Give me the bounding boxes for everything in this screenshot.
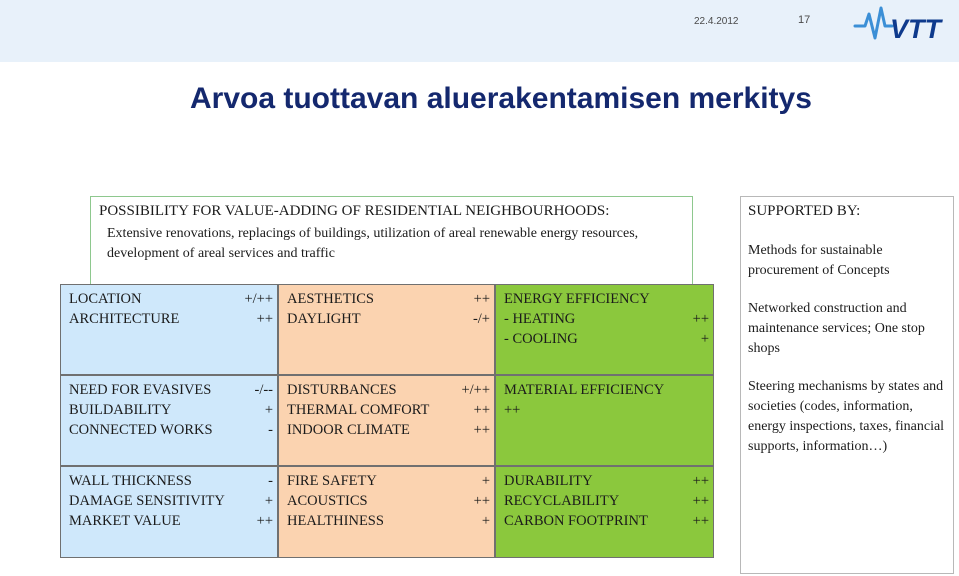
grid-cell-rating: ++ (256, 311, 273, 327)
grid-cell (60, 375, 278, 466)
grid-cell-label: AESTHETICS (287, 291, 374, 307)
supported-by-box (740, 196, 954, 574)
grid-cell (495, 284, 714, 375)
grid-cell-label: DURABILITY (504, 473, 593, 489)
grid-cell-label: DISTURBANCES (287, 382, 397, 398)
grid-cell-label: DAMAGE SENSITIVITY (69, 493, 225, 509)
grid-cell-label: MARKET VALUE (69, 513, 181, 529)
grid-cell-rating: ++ (473, 493, 490, 509)
page-title: Arvoa tuottavan aluerakentamisen merkitys (190, 82, 812, 115)
grid-cell (60, 466, 278, 558)
grid-cell (495, 466, 714, 558)
grid-cell-rating: + (264, 493, 273, 509)
grid-cell-rating: + (481, 473, 490, 489)
header-date: 22.4.2012 (694, 16, 739, 27)
grid-cell-label: FIRE SAFETY (287, 473, 377, 489)
grid-cell (495, 375, 714, 466)
grid-cell-rating: +/++ (461, 382, 490, 398)
grid-cell-rating: ++ (256, 513, 273, 529)
supported-by-heading: SUPPORTED BY: (748, 203, 861, 219)
vtt-logo (852, 4, 946, 44)
grid-cell-rating: - (268, 422, 273, 438)
grid-cell-label: NEED FOR EVASIVES (69, 382, 212, 398)
header-bar (0, 0, 959, 62)
supported-by-item: Methods for sustainable procurement of Concepts (748, 243, 890, 278)
grid-cell-rating: ++ (473, 291, 490, 307)
grid-cell-rating: ++ (473, 402, 490, 418)
value-grid (60, 284, 714, 558)
grid-cell-label: MATERIAL EFFICIENCY (504, 382, 665, 398)
grid-cell-rating: -/+ (472, 311, 490, 327)
page-number: 17 (798, 14, 811, 26)
grid-cell-rating: - (268, 473, 273, 489)
grid-cell-label: ENERGY EFFICIENCY (504, 291, 650, 307)
grid-cell-rating: + (700, 331, 709, 347)
grid-cell-label: ++ (504, 402, 521, 418)
grid-cell-rating: ++ (473, 422, 490, 438)
grid-cell-label: ARCHITECTURE (69, 311, 180, 327)
grid-cell (278, 284, 495, 375)
grid-cell-rating: -/-- (254, 382, 273, 398)
supported-by-item: Steering mechanisms by states and societies (codes, information, energy inspections, taxes, financial supports, information…) (748, 379, 945, 454)
grid-cell-label: CARBON FOOTPRINT (504, 513, 648, 529)
possibility-box (90, 196, 693, 292)
grid-cell-rating: +/++ (244, 291, 273, 307)
grid-cell (60, 284, 278, 375)
grid-cell-label: DAYLIGHT (287, 311, 361, 327)
grid-cell-rating: ++ (692, 311, 709, 327)
grid-cell-label: INDOOR CLIMATE (287, 422, 410, 438)
grid-cell-rating: ++ (692, 493, 709, 509)
grid-cell-label: LOCATION (69, 291, 142, 307)
grid-cell-label: THERMAL COMFORT (287, 402, 430, 418)
grid-cell-label: BUILDABILITY (69, 402, 172, 418)
grid-cell-rating: ++ (692, 473, 709, 489)
grid-cell (278, 375, 495, 466)
logo-text: VTT (890, 14, 941, 44)
grid-cell-label: - HEATING (504, 311, 576, 327)
possibility-heading: POSSIBILITY FOR VALUE-ADDING OF RESIDENTIAL NEIGHBOURHOODS: (99, 203, 610, 219)
grid-cell-label: HEALTHINESS (287, 513, 384, 529)
grid-cell-rating: ++ (692, 513, 709, 529)
grid-cell-label: RECYCLABILITY (504, 493, 620, 509)
grid-cell (278, 466, 495, 558)
supported-by-item: Networked construction and maintenance services; One stop shops (748, 301, 925, 356)
grid-cell-label: WALL THICKNESS (69, 473, 192, 489)
grid-cell-label: ACOUSTICS (287, 493, 368, 509)
grid-cell-label: - COOLING (504, 331, 578, 347)
possibility-body: Extensive renovations, replacings of buildings, utilization of areal renewable energy resources, development of areal services and traffic (107, 226, 639, 261)
grid-cell-label: CONNECTED WORKS (69, 422, 213, 438)
grid-cell-rating: + (264, 402, 273, 418)
grid-cell-rating: + (481, 513, 490, 529)
